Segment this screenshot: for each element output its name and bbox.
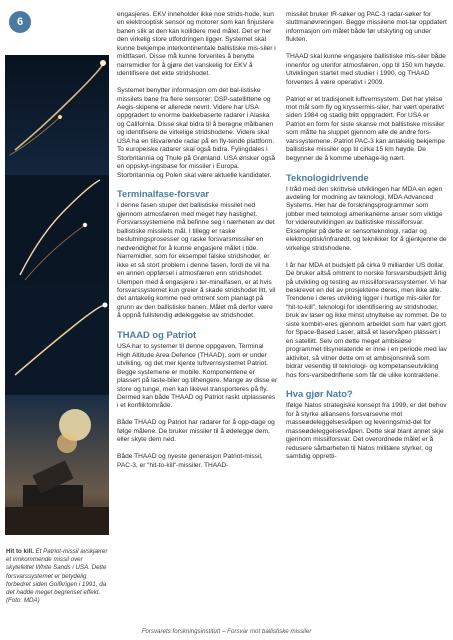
missile-launch-photo-3 bbox=[5, 285, 109, 395]
paragraph: Systemet benytter informasjon om det bal-listiske missilets bane fra flere sensorer: DSP-satellittene og Aegis-skipene er allerede nevnt. Videre har USA oppgradert to enorme bakkebaserte radarer i Alaska og California. Disse skal bidra til å beregne målbanen og identifisere de virkelige stridshodene. Videre skal USA ha en tilsvarende radar på en fly-tende plattform. To europeiske radarer skal også bidra. Fylingdales i Storbritannia og Thule på Grønland. USA ønsker også en oppskyt-ingsbase for missiler i Europa. Storbritannia og Polen skal være aktuelle kandidater. bbox=[117, 87, 276, 179]
section-heading-technology: Teknologidrivende bbox=[286, 171, 369, 183]
paragraph: Patriot er et tradisjonelt luftvernsystem. Det har ytelse mot mål som fly og kryssermis-siler, har vært operativt siden 1984 og stadig blitt oppgradert. For USA er Patriot en form for siste skanse mot ballistiske missiler som måtte ha sluppet gjennom alle de andre fors-varssystemene. Patriot PAC-3 kan antakelig bekjempe ballistiske missiler opp til cirka 15 km høyde. De begynner de å komme ubehage-lig nært. bbox=[286, 95, 445, 162]
photo-strip bbox=[5, 55, 109, 535]
photo-caption bbox=[6, 548, 108, 605]
section-heading-nato: Hva gjør Nato? bbox=[286, 388, 353, 400]
page-number-badge: 6 bbox=[9, 11, 31, 33]
paragraph: Ifølge Natos strategiske konsept fra 1999, er det behov for å styrke alliansens forsvarsevne mot masseødeleggelsesvåpen og leveringsmid-del for masseødeleggelsesvåpen. Dette skal blant annet skje gjennom missilforsvar. Det overordnede målet er å redusere sårbarheten til Natos militære styrker, og samtidig oppretti- bbox=[286, 402, 447, 461]
patriot-launcher-photo bbox=[5, 395, 109, 535]
section-heading-terminal: Terminalfase-forsvar bbox=[117, 188, 210, 200]
text-column-right bbox=[286, 11, 448, 470]
paragraph: Både THAAD og nyeste generasjon Patriot-missil, PAC-3, er “hit-to-kill”-missiler. THAAD- bbox=[117, 453, 263, 469]
caption-text: Et Patriot-missil avskjærer et innkommende missil over skytefeltet White Sands i USA. Dette forsvarssystemet er betydelig forbedret siden Golfkrigen i 1991, da det hadde meget begrenset effekt. (Foto: MDA) bbox=[6, 548, 108, 605]
paragraph: missilet bruker IR-søker og PAC-3 radar-søker for sluttmanøvreringen. Begge missilene mot-tar oppdatert informasjon om målet både før utskyting og under flukten. bbox=[286, 11, 447, 44]
missile-launch-photo-1 bbox=[5, 55, 109, 175]
text-column-left bbox=[117, 11, 278, 478]
missile-launch-photo-2 bbox=[5, 175, 109, 285]
paragraph: THAAD skal kunne engasjere ballistiske mis-siler både innenfor og utenfor atmosfæren, opp til 150 km høyde. Utviklingen startet med studier i 1990, og THAAD forventes å være operativt i 2009. bbox=[286, 53, 446, 86]
paragraph: I denne fasen stuper det ballistiske missilet ned gjennom atmosfæren med meget høy hastighet. Forsvarssystemene må befinne seg i nærheten av det ballistiske missilets mål. I tillegg er raske beslutningsprosesser og raske forsvarsmissiler en nødvendighet for å kunne engasjere målet i tide. Narremidler, som for eksempel falske stridshoder, er ikke et så stort problem i denne fasen, fordi de vil ha en annen oppførsel i atmosfæren enn stridshodet. Ulempen med å engasjere i ter-minalfasen, er at hvis forsvarssystemet kun greier å skade stridshodet litt, vil det antakelig komme ned omtrent som planlagt på grunn av den ballistiske banen. Målet må derfor være å oppnå fullstendig ødeleggelse av stridshodet. bbox=[117, 202, 276, 320]
paragraph: Både THAAD og Patriot har radarer for å opp-dage og følge målene. De bruker missiler til å ødelegge dem, eller skyte dem ned. bbox=[117, 419, 275, 444]
paragraph: engasjeres. EKV inneholder ikke noe strids-hode, kun en elektrooptisk sensor og motorer som kan finjustere banen slik at den kan kollidere med målet. Det er her den virkelig store utfordringen ligger. Systemet skal kunne bekjempe interkontinentale ballistiske mis-siler i midtfasen. Disse må kunne forventes å benytte narremidler for å gjøre det vanskelig for EKV å identifisere det ekte stridshodet. bbox=[117, 11, 276, 78]
paragraph: I år har MDA et budsjett på cirka 9 milliarder US dollar. De bruker altså omtrent to norske forsvarsbudsjett årlig på utvikling og testing av missilforsvarssystemer. Vi har beskrevet en del av prosjektene deres, men ikke alle. Trendene i deres utvikling ligger i hurtige mis-siler for “hit-to-kill”, teknologi for identifisering av stridshoder, bruk av laser og ikke minst utnyttelse av rommet. De to siste kombin-eres gjennom arbeidet som har vært gjort for Space-Based Laser, altså et laservåpen plassert i en satellitt. Selv om dette meget ambisiøse programmet tilsynelatende er inne i en periode med lav aktivitet, så vitner dette om et ambisjonsnivå som bidrar vesentlig til teknologi- og kompetanseutvikling hos fors-varsbedriftene som får de ulike kontraktene. bbox=[286, 261, 448, 379]
paragraph: I tråd med den skrittvise utviklingen har MDA en egen avdeling for modning av teknologi, MDA Advanced Systems. Her har de forskningsprogrammer som jobber med teknologi amerikanerne anser som viktige for videreutviklingen av ballistiske missilforsvar. Eksempler på dette er sensorteknologi, radar og elektrooptisk/infrarødt, og teknikker for å gjenkjenne de virkelige stridshodene. bbox=[286, 185, 447, 252]
page-footer: Forsvarets forskningsinstitutt – Forsvar mot ballistiske missiler bbox=[141, 628, 312, 635]
paragraph: USA har to systemer til denne oppgaven, Terminal High Altitude Area Defence (THAAD), som er under utvikling, og det mer kjente luftvernsystemet Patriot. Begge systemene er mobile. Komponentene er plassert på laste-biler og tilhengere. Mange av disse er store og tunge, men kan likevel transporteres på fly. Dermed kan både THAAD og Patriot raskt utplasseres i et konfliktområde. bbox=[117, 343, 278, 410]
caption-lead: Hit to kill. bbox=[6, 548, 34, 555]
section-heading-thaad: THAAD og Patriot bbox=[117, 329, 197, 341]
